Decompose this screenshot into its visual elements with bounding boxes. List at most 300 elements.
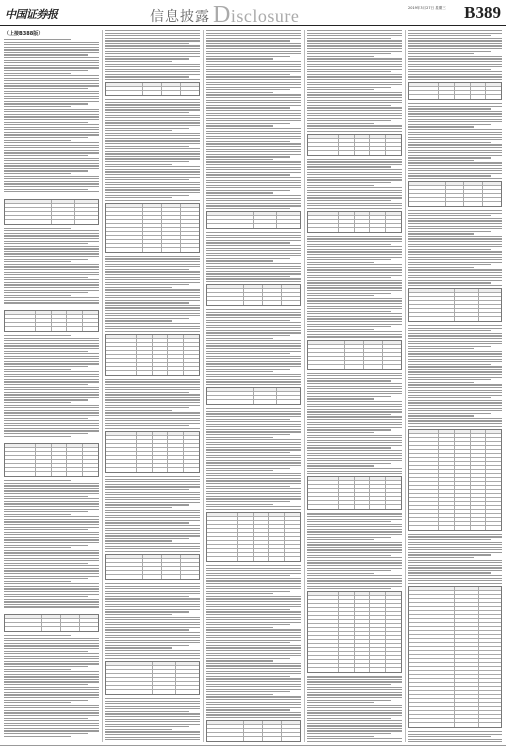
- text-line: [206, 53, 301, 54]
- text-line: [105, 38, 200, 39]
- table-cell: [277, 216, 300, 219]
- text-line: [4, 256, 99, 257]
- text-line: [206, 455, 301, 456]
- text-line: [206, 704, 301, 705]
- text-line: [307, 290, 402, 291]
- table-cell: [409, 707, 455, 710]
- table-cell: [184, 448, 199, 451]
- table-cell: [207, 737, 244, 741]
- text-line: [206, 172, 301, 173]
- table-cell: [409, 305, 455, 308]
- text-line: [4, 47, 99, 48]
- table-cell: [364, 345, 383, 348]
- table-cell: [409, 95, 439, 99]
- text-line: [206, 419, 290, 420]
- table-cell: [137, 359, 153, 362]
- text-line: [4, 384, 88, 385]
- table-cell: [409, 454, 439, 457]
- text-line: [105, 99, 200, 100]
- table-cell: [471, 91, 487, 94]
- table-cell: [181, 232, 199, 235]
- table-cell: [455, 506, 471, 509]
- table-cell: [479, 651, 502, 654]
- table-cell: [355, 600, 371, 603]
- text-line: [408, 241, 502, 242]
- table-cell: [355, 592, 371, 595]
- text-line: [206, 712, 301, 713]
- table-cell: [370, 147, 386, 150]
- text-line: [206, 235, 301, 236]
- text-line: [206, 583, 301, 584]
- table-cell: [386, 616, 401, 619]
- table-cell: [106, 355, 137, 358]
- table-cell: [244, 729, 263, 732]
- text-line: [206, 312, 301, 313]
- text-line: [408, 557, 474, 558]
- table-cell: [455, 683, 479, 686]
- text-line: [4, 509, 99, 510]
- table-cell: [370, 608, 386, 611]
- table-cell: [455, 695, 479, 698]
- text-line: [105, 197, 172, 198]
- table-cell: [479, 631, 502, 634]
- text-line: [4, 147, 99, 148]
- text-line: [307, 48, 402, 49]
- table-cell: [409, 458, 439, 461]
- text-line: [4, 238, 99, 239]
- table-cell: [168, 448, 184, 451]
- text-line: [105, 289, 200, 290]
- text-line: [105, 274, 200, 275]
- table-cell: [207, 513, 238, 516]
- table-cell: [308, 361, 345, 364]
- text-line: [4, 122, 88, 123]
- text-line: [4, 387, 99, 388]
- table-cell: [355, 640, 371, 643]
- text-line: [4, 496, 88, 497]
- text-line: [307, 539, 374, 540]
- text-line: [4, 563, 88, 564]
- text-line: [206, 416, 301, 417]
- text-line: [105, 598, 200, 599]
- table-cell: [106, 228, 143, 231]
- table-cell: [277, 392, 300, 395]
- table-cell: [471, 87, 487, 90]
- text-line: [307, 298, 402, 299]
- table-cell: [106, 555, 143, 558]
- text-line: [307, 588, 391, 589]
- text-line: [4, 558, 99, 559]
- text-line: [307, 718, 391, 719]
- text-line: [307, 131, 402, 132]
- text-line: [408, 157, 491, 158]
- text-line: [307, 300, 402, 301]
- table-cell: [355, 501, 371, 504]
- table-cell: [153, 686, 177, 689]
- text-line: [307, 313, 402, 314]
- table-cell: [308, 616, 339, 619]
- table-cell: [168, 452, 184, 455]
- table-cell: [153, 355, 169, 358]
- text-line: [4, 132, 99, 133]
- table-cell: [153, 359, 169, 362]
- text-line: [105, 653, 200, 654]
- text-line: [206, 110, 301, 111]
- text-line: [307, 705, 402, 706]
- table-cell: [308, 608, 339, 611]
- table-cell: [439, 87, 455, 90]
- table-cell: [153, 440, 169, 443]
- text-line: [408, 549, 502, 550]
- table-cell: [370, 485, 386, 488]
- text-line: [307, 185, 374, 186]
- text-line: [206, 665, 301, 666]
- paragraph-gap: [4, 609, 99, 612]
- text-line: [4, 521, 99, 522]
- text-line: [307, 458, 402, 459]
- table-cell: [254, 396, 278, 399]
- text-line: [105, 326, 200, 327]
- table-cell: [409, 430, 439, 433]
- table-cell: [308, 349, 345, 352]
- text-line: [4, 718, 88, 719]
- table-cell: [479, 655, 502, 658]
- table-cell: [409, 309, 455, 312]
- text-line: [206, 444, 301, 445]
- table-cell: [439, 522, 455, 525]
- table-cell: [5, 468, 36, 471]
- text-line: [4, 702, 71, 703]
- table-cell: [106, 464, 137, 467]
- text-line: [4, 635, 71, 636]
- text-line: [307, 414, 391, 415]
- text-line: [206, 452, 290, 453]
- text-line: [307, 45, 402, 46]
- text-line: [307, 40, 402, 41]
- text-line: [307, 174, 402, 175]
- text-line: [105, 507, 172, 508]
- table-cell: [207, 293, 244, 296]
- text-line: [307, 544, 402, 545]
- text-line: [105, 112, 189, 113]
- table-cell: [168, 359, 184, 362]
- table-cell: [383, 353, 401, 356]
- table-cell: [143, 567, 162, 570]
- table-cell: [308, 656, 339, 659]
- table-cell: [386, 644, 401, 647]
- table-cell: [308, 592, 339, 595]
- text-line: [206, 691, 290, 692]
- table-cell: [386, 151, 401, 155]
- table-cell: [207, 216, 254, 219]
- table-cell: [409, 518, 439, 521]
- text-line: [206, 694, 273, 695]
- table-cell: [106, 678, 153, 681]
- table-cell: [308, 664, 339, 667]
- text-line: [4, 700, 88, 701]
- text-line: [408, 226, 502, 227]
- text-line: [105, 269, 189, 270]
- text-line: [307, 272, 402, 273]
- table-cell: [370, 596, 386, 599]
- text-line: [408, 565, 502, 566]
- text-line: [105, 588, 200, 589]
- text-line: [307, 259, 391, 260]
- text-line: [307, 406, 402, 407]
- text-line: [408, 379, 491, 380]
- table-cell: [455, 514, 471, 517]
- text-line: [105, 481, 200, 482]
- table-cell: [83, 468, 98, 471]
- text-line: [408, 178, 502, 179]
- text-line: [307, 251, 402, 252]
- table-cell: [106, 359, 137, 362]
- text-line: [408, 144, 502, 145]
- text-line: [206, 475, 301, 476]
- text-line: [105, 323, 200, 324]
- text-line: [408, 165, 502, 166]
- table-cell: [439, 518, 455, 521]
- text-line: [4, 560, 99, 561]
- text-line: [105, 423, 200, 424]
- text-line: [4, 44, 99, 45]
- table-cell: [455, 442, 471, 445]
- text-line: [408, 168, 502, 169]
- table-cell: [386, 612, 401, 615]
- text-line: [206, 248, 301, 249]
- table-cell: [486, 462, 501, 465]
- text-line: [307, 200, 391, 201]
- table-cell: [143, 220, 162, 223]
- table-cell: [409, 675, 455, 678]
- text-line: [408, 575, 502, 576]
- text-line: [408, 129, 502, 130]
- table-cell: [238, 525, 254, 528]
- text-line: [307, 679, 402, 680]
- text-line: [206, 411, 301, 412]
- table-cell: [254, 545, 270, 548]
- table-cell: [207, 549, 238, 552]
- text-line: [408, 233, 474, 234]
- table-cell: [277, 212, 300, 215]
- text-line: [105, 407, 189, 408]
- text-line: [105, 171, 200, 172]
- table-cell: [479, 619, 502, 622]
- text-line: [307, 549, 402, 550]
- table-cell: [184, 339, 199, 342]
- table-cell: [153, 367, 169, 370]
- text-line: [105, 379, 200, 380]
- table-cell: [176, 674, 199, 677]
- table-cell: [383, 357, 401, 360]
- text-line: [105, 115, 200, 116]
- text-line: [105, 117, 200, 118]
- text-line: [206, 330, 301, 331]
- table-cell: [386, 600, 401, 603]
- table-cell: [386, 624, 401, 627]
- table-cell: [308, 139, 339, 142]
- text-line: [307, 573, 374, 574]
- text-line: [307, 570, 391, 571]
- text-line: [206, 187, 301, 188]
- table-cell: [339, 656, 355, 659]
- text-line: [105, 586, 200, 587]
- text-line: [206, 632, 301, 633]
- table-cell: [409, 293, 455, 296]
- table-cell: [106, 208, 143, 211]
- table-cell: [479, 703, 502, 706]
- text-line: [408, 353, 502, 354]
- text-line: [105, 331, 200, 332]
- text-line: [105, 192, 200, 193]
- text-line: [4, 511, 88, 512]
- text-line: [4, 606, 99, 607]
- table-cell: [386, 648, 401, 651]
- table-cell: [455, 603, 479, 606]
- table-cell: [386, 652, 401, 655]
- table-cell: [479, 615, 502, 618]
- table-cell: [168, 367, 184, 370]
- table-cell: [162, 228, 181, 231]
- text-line: [408, 254, 502, 255]
- text-line: [4, 119, 99, 120]
- text-line: [307, 455, 402, 456]
- table-cell: [308, 489, 339, 492]
- table-row: [409, 526, 501, 530]
- text-line: [408, 359, 502, 360]
- text-line: [307, 427, 402, 428]
- text-line: [307, 736, 374, 737]
- table-cell: [143, 216, 162, 219]
- text-line: [307, 241, 402, 242]
- text-line: [4, 57, 99, 58]
- table-cell: [244, 737, 263, 741]
- data-table: [408, 181, 502, 207]
- table-cell: [36, 472, 52, 476]
- table-cell: [486, 91, 501, 94]
- table-cell: [207, 545, 238, 548]
- text-line: [105, 724, 200, 725]
- table-cell: [282, 297, 300, 300]
- section-title-en: [213, 2, 299, 29]
- table-cell: [455, 490, 471, 493]
- text-line: [206, 617, 301, 618]
- table-cell: [383, 345, 401, 348]
- table-cell: [207, 541, 238, 544]
- text-line: [307, 702, 374, 703]
- table-cell: [386, 143, 401, 146]
- table-cell: [254, 212, 278, 215]
- text-line: [408, 341, 502, 342]
- text-line: [408, 384, 502, 385]
- text-line: [206, 681, 301, 682]
- text-line: [206, 266, 301, 267]
- text-line: [206, 242, 290, 243]
- table-cell: [409, 446, 439, 449]
- table-cell: [409, 659, 455, 662]
- text-line: [206, 714, 301, 715]
- table-cell: [455, 458, 471, 461]
- text-line: [307, 285, 402, 286]
- text-line: [408, 734, 502, 735]
- table-cell: [345, 361, 364, 364]
- table-cell: [455, 667, 479, 670]
- text-line: [206, 154, 301, 155]
- table-cell: [168, 432, 184, 435]
- table-cell: [439, 446, 455, 449]
- table-cell: [5, 327, 36, 331]
- table-cell: [486, 87, 501, 90]
- text-line: [4, 374, 99, 375]
- text-line: [4, 534, 99, 535]
- table-cell: [184, 436, 199, 439]
- table-cell: [355, 620, 371, 623]
- table-cell: [370, 224, 386, 227]
- table-cell: [277, 400, 300, 404]
- text-line: [4, 158, 99, 159]
- text-line: [307, 440, 402, 441]
- table-cell: [67, 327, 83, 331]
- text-line: [4, 111, 99, 112]
- text-line: [206, 647, 301, 648]
- table-row: [5, 627, 98, 631]
- text-line: [408, 369, 502, 370]
- text-line: [206, 200, 301, 201]
- text-line: [206, 658, 290, 659]
- table-cell: [244, 285, 263, 288]
- text-line: [105, 277, 200, 278]
- table-cell: [339, 135, 355, 138]
- table-cell: [386, 592, 401, 595]
- text-line: [408, 38, 502, 39]
- table-cell: [308, 481, 339, 484]
- text-line: [206, 208, 290, 209]
- table-cell: [207, 388, 254, 391]
- text-line: [105, 540, 172, 541]
- text-line: [4, 490, 99, 491]
- text-line: [206, 317, 301, 318]
- text-column-5: [408, 30, 502, 742]
- table-cell: [285, 521, 300, 524]
- text-line: [105, 381, 200, 382]
- text-line: [307, 329, 374, 330]
- data-table: [105, 82, 200, 96]
- table-cell: [370, 644, 386, 647]
- text-line: [307, 74, 402, 75]
- table-cell: [308, 668, 339, 672]
- table-cell: [36, 315, 52, 318]
- table-cell: [162, 559, 181, 562]
- text-line: [105, 148, 200, 149]
- table-cell: [479, 317, 502, 321]
- table-cell: [106, 347, 137, 350]
- table-cell: [67, 464, 83, 467]
- text-line: [4, 338, 99, 339]
- table-cell: [277, 220, 300, 223]
- text-line: [307, 684, 391, 685]
- table-cell: [409, 442, 439, 445]
- table-cell: [355, 485, 371, 488]
- table-cell: [409, 87, 439, 90]
- text-line: [408, 103, 502, 104]
- table-cell: [308, 644, 339, 647]
- table-cell: [409, 591, 455, 594]
- text-line: [206, 486, 290, 487]
- text-line: [408, 408, 502, 409]
- text-line: [105, 128, 189, 129]
- text-line: [105, 650, 200, 651]
- text-line: [307, 172, 402, 173]
